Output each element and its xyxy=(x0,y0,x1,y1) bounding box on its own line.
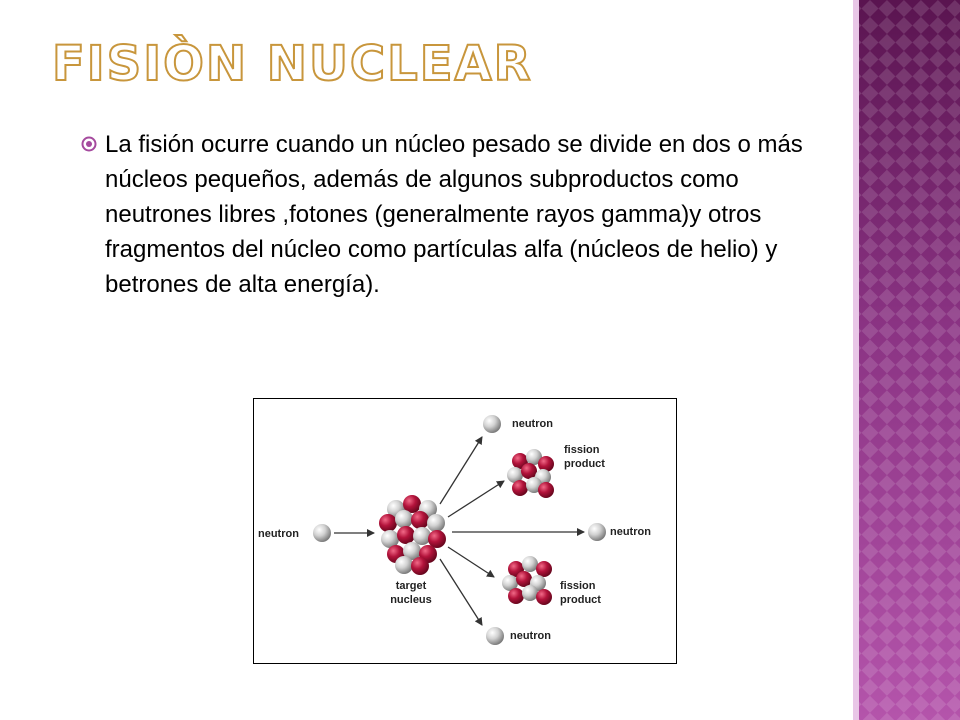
fission-product-bottom-cluster xyxy=(502,556,552,605)
incoming-neutron-particle xyxy=(313,524,331,542)
target-nucleus-label xyxy=(382,579,440,607)
bullet-circle-icon xyxy=(80,135,98,153)
bottom-neutron-label: neutron xyxy=(510,630,551,642)
incoming-neutron-label: neutron xyxy=(258,528,299,540)
top-neutron-particle xyxy=(483,415,501,433)
fission-diagram xyxy=(253,398,677,664)
fission-product-top-label-line2: product xyxy=(564,458,605,470)
bullet-text: La fisión ocurre cuando un núcleo pesado se divide en dos o más núcleos pequeños, además de algunos subproductos como neutrones libres ,fotones (generalmente rayos gamma)y otros fragmentos del núcleo como partículas alfa (núcleos de helio) y betrones de alta energía). xyxy=(105,131,803,298)
sidebar-decoration xyxy=(853,0,960,720)
fission-product-top-label xyxy=(564,443,605,471)
target-nucleus-label-line1: target xyxy=(395,580,427,592)
fission-product-bottom-label-line2: product xyxy=(560,594,601,606)
fission-product-bottom-label xyxy=(560,579,601,607)
right-neutron-label: neutron xyxy=(610,526,651,538)
fission-product-top-label-line1: fission xyxy=(564,444,600,456)
bottom-neutron-particle xyxy=(486,627,504,645)
fission-product-bottom-label-line1: fission xyxy=(560,580,596,592)
target-nucleus-cluster xyxy=(379,495,446,575)
fission-product-top-cluster xyxy=(507,449,554,498)
bullet-item xyxy=(80,127,810,302)
top-neutron-label: neutron xyxy=(512,418,553,430)
slide-title: FISIÒN NUCLEAR xyxy=(52,36,533,92)
target-nucleus-label-line2: nucleus xyxy=(390,594,432,606)
right-neutron-particle xyxy=(588,523,606,541)
sidebar-edge xyxy=(853,0,859,720)
